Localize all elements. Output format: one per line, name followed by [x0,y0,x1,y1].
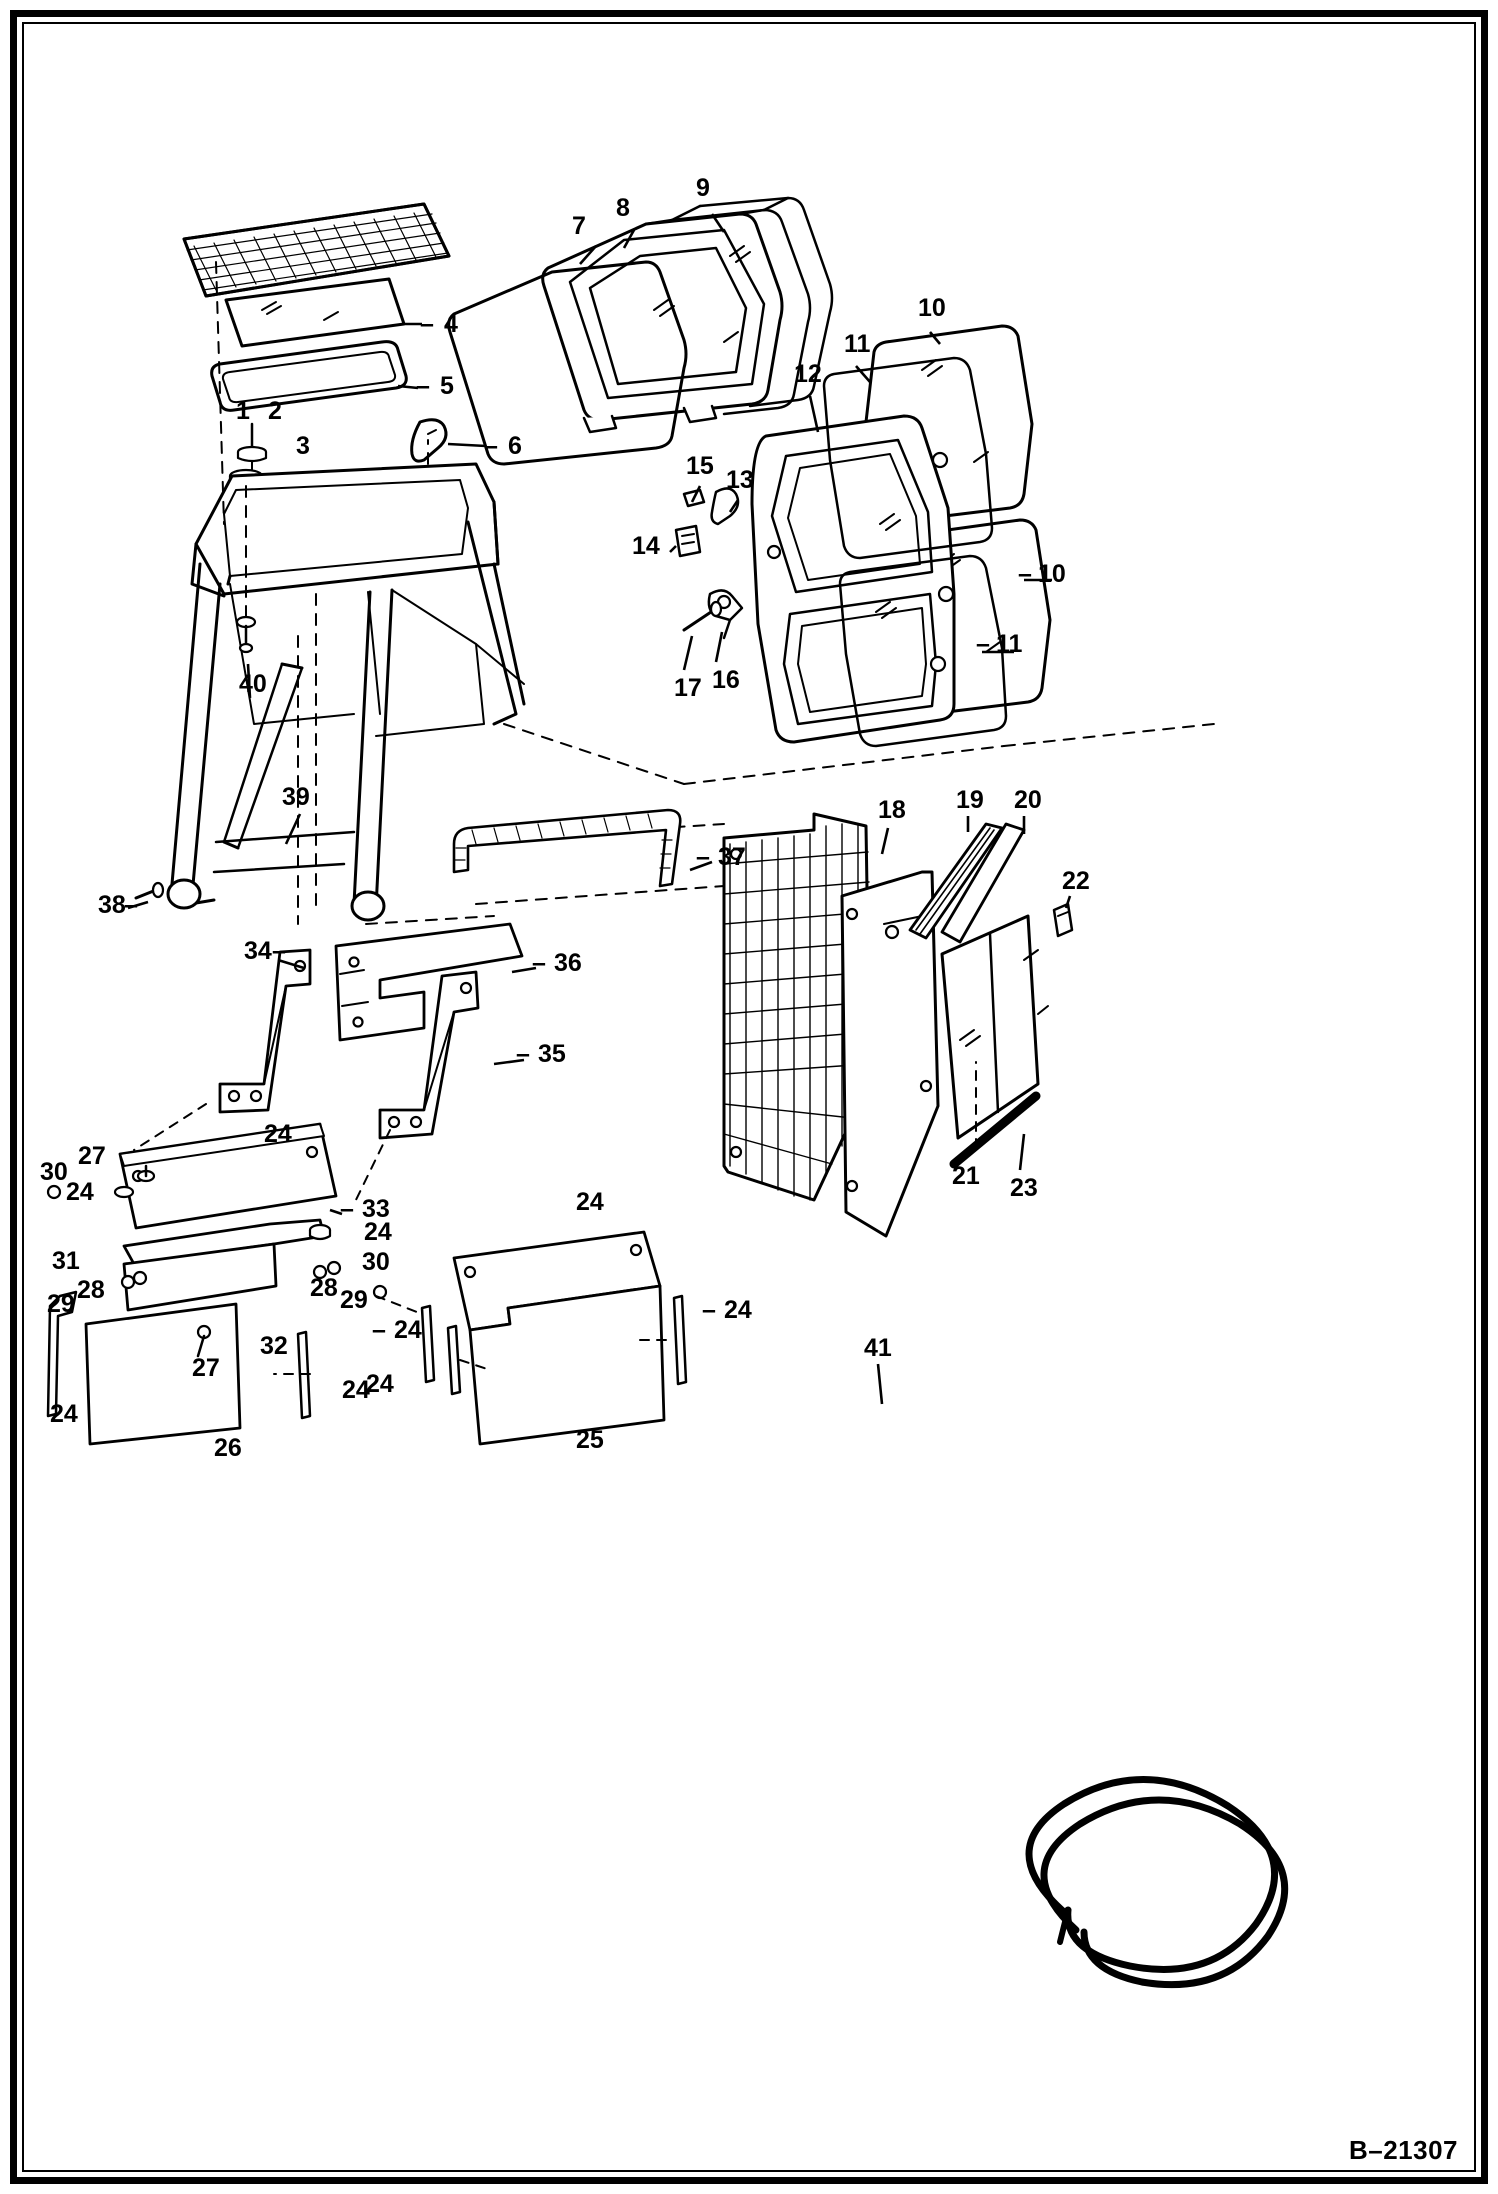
callout-24-f: 24 [394,1316,422,1344]
callout-9: 9 [696,174,710,202]
callout-24-e: 24 [724,1296,752,1324]
callout-4: 4 [444,310,458,338]
leader-dash-11b: – [976,630,990,658]
callout-7: 7 [572,212,586,240]
leader-dash-36: – [532,949,546,977]
callout-17: 17 [674,674,702,702]
callout-19: 19 [956,786,984,814]
callout-10-lower: 10 [1038,560,1066,588]
callout-27-b: 27 [192,1354,220,1382]
leader-dash-6: – [484,432,498,460]
callout-2: 2 [268,397,282,425]
callout-36: 36 [554,949,582,977]
leader-dash-38: – [124,891,138,919]
callout-24-g: 24 [366,1370,394,1398]
drawing-number: B–21307 [1348,2135,1458,2165]
callout-24-d: 24 [576,1188,604,1216]
callout-41: 41 [864,1334,892,1362]
callout-37: 37 [718,843,746,871]
callout-24-i: 24 [50,1400,78,1428]
leader-dash-4: – [420,310,434,338]
callout-30-b: 30 [362,1248,390,1276]
callout-8: 8 [616,194,630,222]
callout-21: 21 [952,1162,980,1190]
callout-5: 5 [440,372,454,400]
callout-1: 1 [236,397,250,425]
callout-22: 22 [1062,867,1090,895]
leader-dash-37: – [696,843,710,871]
callout-leaders [24,24,1474,2170]
callout-40: 40 [239,670,267,698]
leader-dash-10b: – [1018,560,1032,588]
callout-16: 16 [712,666,740,694]
callout-11: 11 [844,330,871,358]
callout-3: 3 [296,432,310,460]
callout-13: 13 [726,466,754,494]
callout-24-b: 24 [66,1178,94,1206]
callout-27-a: 27 [78,1142,106,1170]
leader-dash-35: – [516,1040,530,1068]
callout-28-b: 28 [310,1274,338,1302]
exploded-diagram-artwork [24,24,1474,2170]
callout-31: 31 [52,1247,80,1275]
callout-18: 18 [878,796,906,824]
leader-dash-5: – [416,372,430,400]
leader-dash-24e: – [702,1296,716,1324]
callout-6: 6 [508,432,522,460]
callout-26: 26 [214,1434,242,1462]
callout-29-b: 29 [340,1286,368,1314]
callout-15: 15 [686,452,714,480]
callout-30-a: 30 [40,1158,68,1186]
callout-24-a: 24 [264,1120,292,1148]
callout-38: 38 [98,891,126,919]
callout-20: 20 [1014,786,1042,814]
callout-33: 33 [362,1195,390,1223]
callout-32: 32 [260,1332,288,1360]
callout-39: 39 [282,783,310,811]
callout-14: 14 [632,532,660,560]
callout-25: 25 [576,1426,604,1454]
leader-dash-34: – [272,937,286,965]
leader-dash-33: – [340,1195,354,1223]
callout-12: 12 [794,360,822,388]
leader-dash-24f: – [372,1316,386,1344]
callout-34: 34 [244,937,272,965]
callout-11-lower: 11 [996,630,1023,658]
callout-28-a: 28 [77,1276,105,1304]
callout-24-c: 24 [364,1218,392,1246]
callout-29-a: 29 [47,1290,75,1318]
callout-35: 35 [538,1040,566,1068]
callout-24-h: 24 [342,1376,370,1404]
callout-23: 23 [1010,1174,1038,1202]
callout-10: 10 [918,294,946,322]
